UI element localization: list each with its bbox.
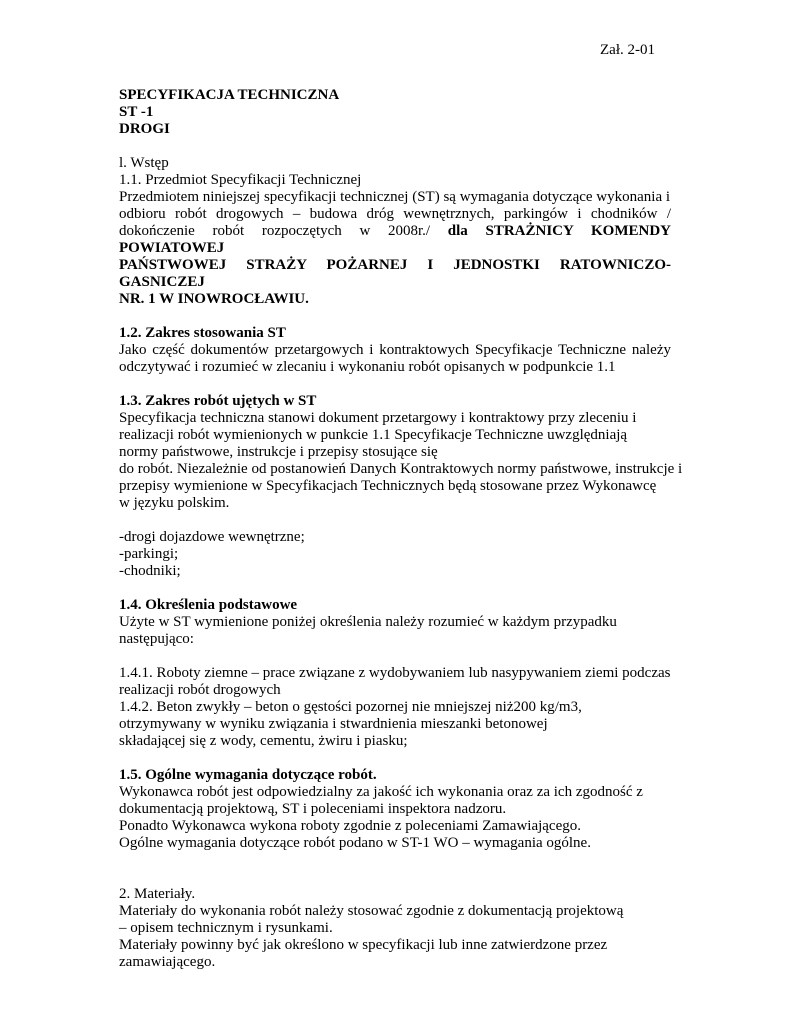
- section-1-3-text-line: normy państwowe, instrukcje i przepisy stosujące się: [119, 444, 438, 460]
- spacer: [119, 512, 671, 529]
- section-2-text-line: zamawiającego.: [119, 954, 216, 970]
- list-item: -drogi dojazdowe wewnętrzne;: [119, 529, 305, 545]
- spacer: [119, 308, 671, 325]
- title-line-3: DROGI: [119, 121, 170, 137]
- document-body: [119, 87, 683, 971]
- section-1-1-text-line: NR. 1 W INOWROCŁAWIU.: [119, 291, 309, 307]
- spacer: [119, 852, 671, 886]
- list-item: -chodniki;: [119, 563, 181, 579]
- definition-line: otrzymywany w wyniku związania i stwardnienia mieszanki betonowej: [119, 716, 548, 732]
- section-1-4: [119, 597, 671, 750]
- section-1-3-text-line: w języku polskim.: [119, 495, 230, 511]
- document-title: [119, 87, 671, 138]
- definition-line: 1.4.1. Roboty ziemne – prace związane z wydobywaniem lub nasypywaniem ziemi podczas: [119, 665, 671, 681]
- section-1-5: [119, 767, 671, 852]
- section-1-5-text-line: Ponadto Wykonawca wykona roboty zgodnie z poleceniami Zamawiającego.: [119, 818, 581, 834]
- text-bold: dla STRAŻNICY KOMENDY POWIATOWEJ: [119, 223, 671, 256]
- section-2-heading: 2. Materiały.: [119, 886, 196, 902]
- definition-line: realizacji robót drogowych: [119, 682, 281, 698]
- section-1-1-text-line: Przedmiotem niniejszej specyfikacji technicznej (ST) są wymagania dotyczące wykonania i: [119, 189, 671, 205]
- section-1-3-text-line: Specyfikacja techniczna stanowi dokument przetargowy i kontraktowy przy zleceniu i: [119, 410, 637, 426]
- section-1-5-heading: 1.5. Ogólne wymagania dotyczące robót.: [119, 767, 377, 783]
- section-1-2-text-line: Jako część dokumentów przetargowych i kontraktowych Specyfikacje Techniczne należy: [119, 342, 671, 358]
- section-1-4-text-line: następująco:: [119, 631, 194, 647]
- section-1-1-heading: 1.1. Przedmiot Specyfikacji Technicznej: [119, 172, 362, 188]
- list-item: -parkingi;: [119, 546, 179, 562]
- section-1-3-heading: 1.3. Zakres robót ujętych w ST: [119, 393, 317, 409]
- section-2-text-line: Materiały powinny być jak określono w specyfikacji lub inne zatwierdzone przez: [119, 937, 608, 953]
- section-1-3-text-line: realizacji robót wymienionych w punkcie 1.1 Specyfikacje Techniczne uwzględniają: [119, 427, 628, 443]
- section-1-2-heading: 1.2. Zakres stosowania ST: [119, 325, 286, 341]
- section-1-3-text-line: do robót. Niezależnie od postanowień Danych Kontraktowych normy państwowe, instrukcje i: [119, 461, 683, 477]
- section-2-text-line: Materiały do wykonania robót należy stosować zgodnie z dokumentacją projektową: [119, 903, 624, 919]
- section-1-1-text-line: odbioru robót drogowych – budowa dróg wewnętrznych, parkingów i chodników /: [119, 206, 671, 222]
- definition-line: 1.4.2. Beton zwykły – beton o gęstości pozornej nie mniejszej niż200 kg/m3,: [119, 699, 582, 715]
- section-1-intro: [119, 155, 671, 308]
- section-1-heading: l. Wstęp: [119, 155, 169, 171]
- section-1-5-text-line: Wykonawca robót jest odpowiedzialny za jakość ich wykonania oraz za ich zgodność z: [119, 784, 643, 800]
- spacer: [119, 376, 671, 393]
- section-2-materials: [119, 886, 671, 971]
- section-2-text-line: – opisem technicznym i rysunkami.: [119, 920, 333, 936]
- spacer: [119, 648, 671, 665]
- section-1-5-text-line: dokumentacją projektową, ST i poleceniami inspektora nadzoru.: [119, 801, 507, 817]
- section-1-2-text-line: odczytywać i rozumieć w zlecaniu i wykonaniu robót opisanych w podpunkcie 1.1: [119, 359, 616, 375]
- title-line-2: ST -1: [119, 104, 154, 120]
- attachment-reference: Zał. 2-01: [600, 42, 655, 58]
- section-1-3: [119, 393, 683, 580]
- section-1-1-text-line: [119, 223, 671, 257]
- section-1-4-text-line: Użyte w ST wymienione poniżej określenia należy rozumieć w każdym przypadku: [119, 614, 617, 630]
- spacer: [119, 580, 671, 597]
- text-normal: dokończenie robót rozpoczętych w 2008r./: [119, 223, 448, 239]
- title-line-1: SPECYFIKACJA TECHNICZNA: [119, 87, 340, 103]
- section-1-5-text-line: Ogólne wymagania dotyczące robót podano w ST-1 WO – wymagania ogólne.: [119, 835, 591, 851]
- section-1-1-text-line: PAŃSTWOWEJ STRAŻY POŻARNEJ I JEDNOSTKI RATOWNICZO-GASNICZEJ: [119, 257, 671, 290]
- definition-line: składającej się z wody, cementu, żwiru i piasku;: [119, 733, 408, 749]
- section-1-3-text-line: przepisy wymienione w Specyfikacjach Technicznych będą stosowane przez Wykonawcę: [119, 478, 657, 494]
- spacer: [119, 750, 671, 767]
- section-1-4-heading: 1.4. Określenia podstawowe: [119, 597, 298, 613]
- section-1-2: [119, 325, 671, 376]
- spacer: [119, 138, 671, 155]
